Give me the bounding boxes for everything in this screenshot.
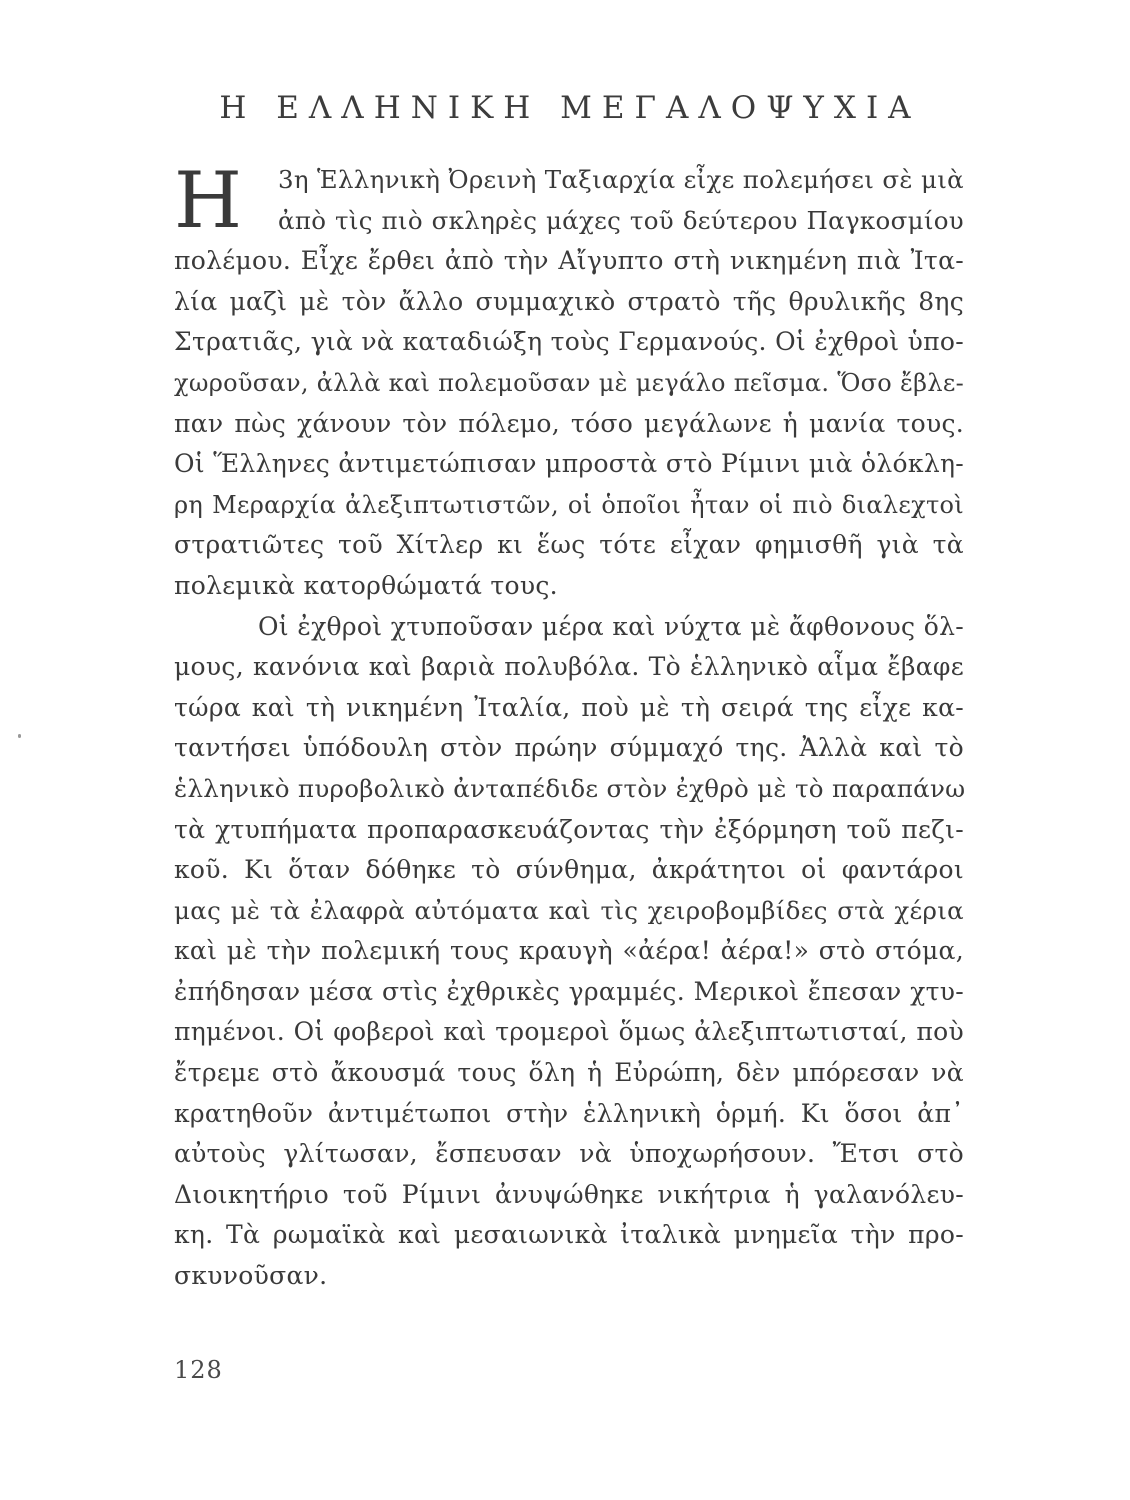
text-line: παν πὼς χάνουν τὸν πόλεμο, τόσο μεγάλωνε ἡ μανία τους. [174,408,964,438]
text-line: πημένοι. Οἱ φοβεροὶ καὶ τρομεροὶ ὅμως ἀλεξιπτωτισταί, ποὺ [174,1017,964,1047]
text-line: ἑλληνικὸ πυροβολικὸ ἀνταπέδιδε στὸν ἐχθρὸ μὲ τὸ παραπάνω [174,773,966,803]
drop-cap: Η [174,156,243,246]
text-line: μας μὲ τὰ ἐλαφρὰ αὐτόματα καὶ τὶς χειροβομβίδες στὰ χέρια [174,895,964,925]
text-line: χωροῦσαν, ἀλλὰ καὶ πολεμοῦσαν μὲ μεγάλο πεῖσμα. Ὅσο ἔβλε- [174,368,964,397]
text-line: κρατηθοῦν ἀντιμέτωποι στὴν ἑλληνικὴ ὁρμή. Κι ὅσοι ἀπ᾿ [174,1098,964,1128]
text-line: ταντήσει ὑπόδουλη στὸν πρώην σύμμαχό της. Ἀλλὰ καὶ τὸ [174,733,964,763]
text-line: Οἱ Ἕλληνες ἀντιμετώπισαν μπροστὰ στὸ Ρίμινι μιὰ ὁλόκλη- [174,449,964,479]
chapter-title: Η ΕΛΛΗΝΙΚΗ ΜΕΓΑΛΟΨΥΧΙΑ [219,90,921,126]
text-line: πολέμου. Εἶχε ἔρθει ἀπὸ τὴν Αἴγυπτο στὴ νικημένη πιὰ Ἰτα- [174,246,964,276]
text-line: κη. Τὰ ρωμαϊκὰ καὶ μεσαιωνικὰ ἰταλικὰ μνημεῖα τὴν προ- [174,1220,964,1250]
text-line: τώρα καὶ τὴ νικημένη Ἰταλία, ποὺ μὲ τὴ σειρά της εἶχε κα- [174,692,964,722]
text-line: μους, κανόνια καὶ βαριὰ πολυβόλα. Τὸ ἑλληνικὸ αἷμα ἔβαφε [174,652,964,682]
text-line: καὶ μὲ τὴν πολεμική τους κραυγὴ «ἀέρα! ἀέρα!» στὸ στόμα, [174,936,964,966]
body-text [174,156,966,1297]
text-line: ἐπήδησαν μέσα στὶς ἐχθρικὲς γραμμές. Μερικοὶ ἔπεσαν χτυ- [174,976,964,1006]
text-line: 3η Ἑλληνικὴ Ὀρεινὴ Ταξιαρχία εἶχε πολεμήσει σὲ μιὰ [278,165,964,194]
text-line: τὰ χτυπήματα προπαρασκευάζοντας τὴν ἐξόρμηση τοῦ πεζι- [174,814,964,844]
text-line: Οἱ ἐχθροὶ χτυποῦσαν μέρα καὶ νύχτα μὲ ἄφθονους ὅλ- [258,611,964,641]
text-line: ἔτρεμε στὸ ἄκουσμά τους ὅλη ἡ Εὐρώπη, δὲν μπόρεσαν νὰ [174,1058,964,1088]
text-line: ἀπὸ τὶς πιὸ σκληρὲς μάχες τοῦ δεύτερου Παγκοσμίου [278,205,964,235]
text-line: Διοικητήριο τοῦ Ρίμινι ἀνυψώθηκε νικήτρια ἡ γαλανόλευ- [174,1179,964,1209]
page-number: 128 [174,1356,223,1384]
text-line: αὐτοὺς γλίτωσαν, ἔσπευσαν νὰ ὑποχωρήσουν. Ἔτσι στὸ [174,1139,964,1169]
text-line: λία μαζὶ μὲ τὸν ἄλλο συμμαχικὸ στρατὸ τῆς θρυλικῆς 8ης [174,286,964,316]
text-line: σκυνοῦσαν. [174,1261,328,1291]
text-line: κοῦ. Κι ὅταν δόθηκε τὸ σύνθημα, ἀκράτητοι οἱ φαντάροι [174,855,964,885]
text-line: στρατιῶτες τοῦ Χίτλερ κι ἕως τότε εἶχαν φημισθῆ γιὰ τὰ [174,530,964,560]
text-line: Στρατιᾶς, γιὰ νὰ καταδιώξη τοὺς Γερμανούς. Οἱ ἐχθροὶ ὑπο- [174,327,964,357]
margin-speck [18,734,21,738]
text-line: ρη Μεραρχία ἀλεξιπτωτιστῶν, οἱ ὁποῖοι ἦταν οἱ πιὸ διαλεχτοὶ [174,490,964,519]
text-line: πολεμικὰ κατορθώματά τους. [174,570,558,600]
